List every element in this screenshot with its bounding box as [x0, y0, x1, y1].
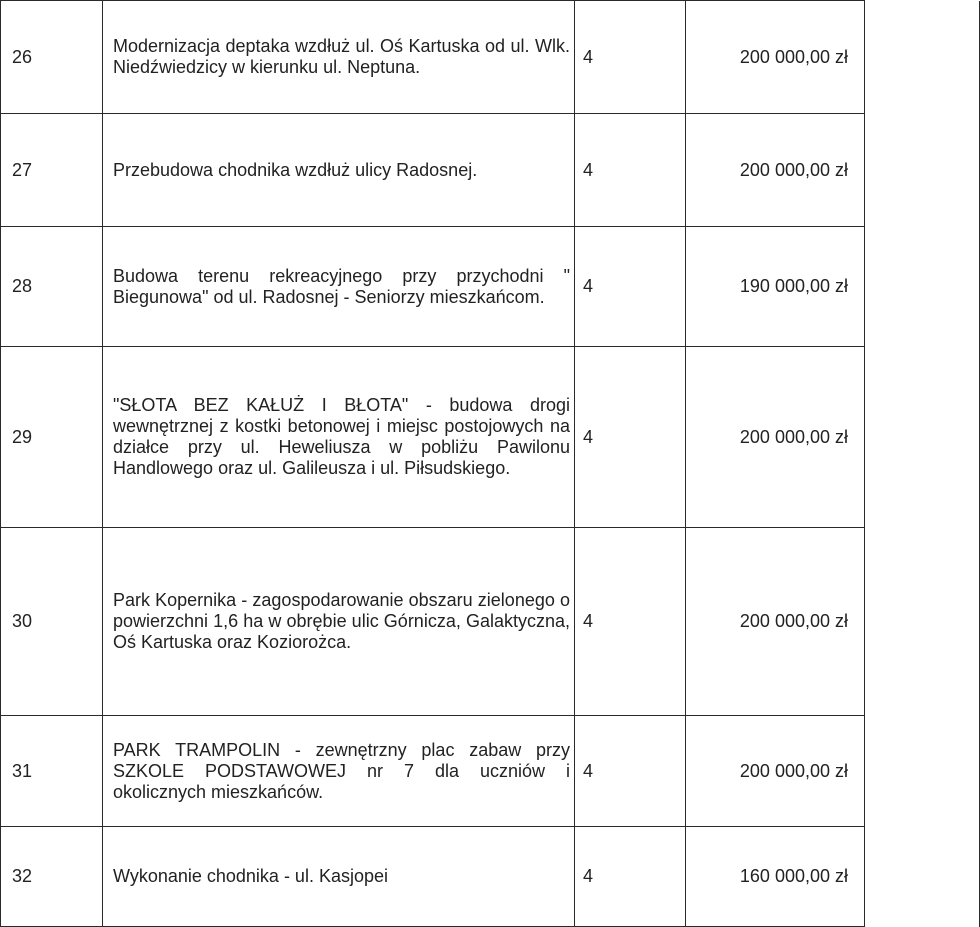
empty-cell [865, 347, 980, 528]
empty-cell [865, 227, 980, 347]
table-row [1, 114, 980, 227]
empty-cell [865, 114, 980, 227]
project-name: PARK TRAMPOLIN - zewnętrzny plac zabaw przy SZKOLE PODSTAWOWEJ nr 7 dla uczniów i okolicznych mieszkańców. [103, 716, 575, 827]
project-cost: 200 000,00 zł [686, 716, 865, 827]
row-number: 27 [1, 114, 103, 227]
row-number: 26 [1, 1, 103, 114]
project-name: Budowa terenu rekreacyjnego przy przychodni " Biegunowa" od ul. Radosnej - Seniorzy mieszkańcom. [103, 227, 575, 347]
project-cost: 200 000,00 zł [686, 1, 865, 114]
row-number: 32 [1, 827, 103, 927]
table-row [1, 827, 980, 927]
row-number: 31 [1, 716, 103, 827]
district-number: 4 [575, 528, 686, 716]
project-name: "SŁOTA BEZ KAŁUŻ I BŁOTA" - budowa drogi wewnętrznej z kostki betonowej i miejsc postojowych na działce przy ul. Heweliusza w pobliżu Pawilonu Handlowego oraz ul. Galileusza i ul. Piłsudskiego. [103, 347, 575, 528]
district-number: 4 [575, 114, 686, 227]
empty-cell [865, 716, 980, 827]
table-row [1, 716, 980, 827]
table-right-border [864, 0, 865, 881]
district-number: 4 [575, 347, 686, 528]
district-number: 4 [575, 827, 686, 927]
project-name: Wykonanie chodnika - ul. Kasjopei [103, 827, 575, 927]
district-number: 4 [575, 227, 686, 347]
district-number: 4 [575, 1, 686, 114]
table-row [1, 1, 980, 114]
project-name: Modernizacja deptaka wzdłuż ul. Oś Kartuska od ul. Wlk. Niedźwiedzicy w kierunku ul. Neptuna. [103, 1, 575, 114]
table-row [1, 528, 980, 716]
project-name: Przebudowa chodnika wzdłuż ulicy Radosnej. [103, 114, 575, 227]
empty-cell [865, 528, 980, 716]
row-number: 30 [1, 528, 103, 716]
empty-cell [865, 1, 980, 114]
row-number: 28 [1, 227, 103, 347]
row-number: 29 [1, 347, 103, 528]
project-cost: 190 000,00 zł [686, 227, 865, 347]
project-cost: 200 000,00 zł [686, 114, 865, 227]
district-number: 4 [575, 716, 686, 827]
table-row [1, 227, 980, 347]
project-name: Park Kopernika - zagospodarowanie obszaru zielonego o powierzchni 1,6 ha w obrębie ulic Górnicza, Galaktyczna, Oś Kartuska oraz Koziorożca. [103, 528, 575, 716]
project-cost: 200 000,00 zł [686, 347, 865, 528]
project-cost: 160 000,00 zł [686, 827, 865, 927]
project-cost: 200 000,00 zł [686, 528, 865, 716]
empty-cell [865, 827, 980, 927]
table-row [1, 347, 980, 528]
